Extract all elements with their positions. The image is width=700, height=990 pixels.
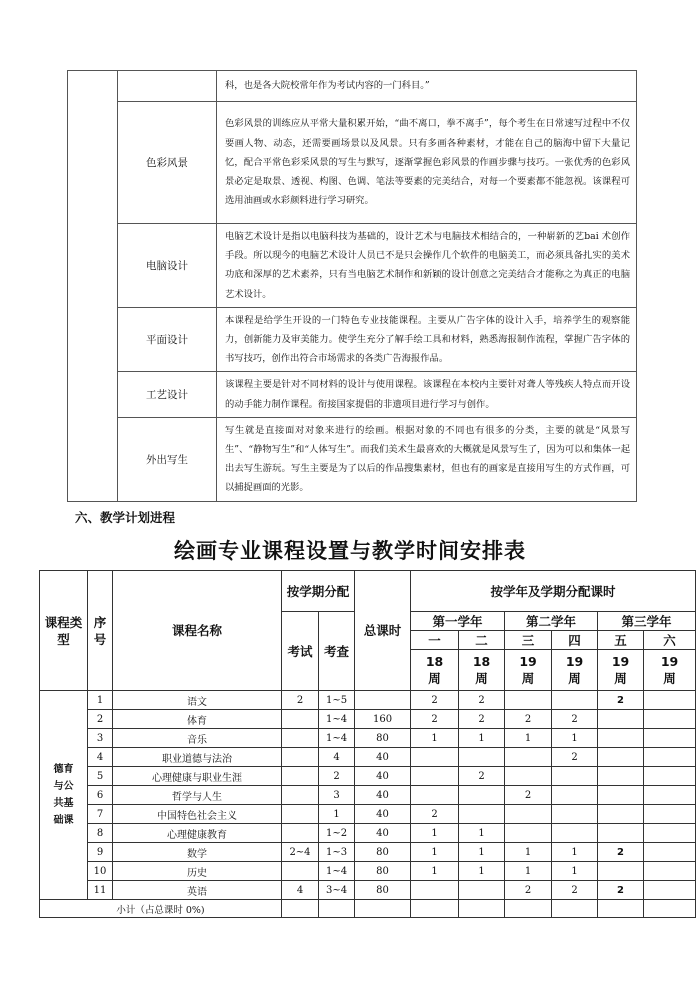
subtotal-cell (644, 900, 696, 918)
course-description-table (67, 70, 637, 502)
cell-total: 80 (355, 843, 411, 862)
cell-exam (282, 824, 319, 843)
header-year-3: 第三学年 (598, 612, 696, 631)
weeks-label: 19周 (611, 654, 630, 686)
subtotal-cell (552, 900, 598, 918)
header-year-2: 第二学年 (505, 612, 598, 631)
description-row (68, 224, 637, 308)
cell-s5 (598, 862, 644, 881)
course-name-cell: 工艺设计 (118, 372, 217, 417)
header-semester: 二 (459, 631, 505, 650)
header-year-1: 第一学年 (411, 612, 505, 631)
cell-exam (282, 805, 319, 824)
header-semester: 四 (552, 631, 598, 650)
cell-name: 数学 (113, 843, 282, 862)
cell-s5: 2 (598, 881, 644, 900)
table-row (40, 805, 696, 824)
cell-s1: 1 (411, 862, 459, 881)
cell-exam: 2 (282, 691, 319, 710)
cell-s6 (644, 691, 696, 710)
header-semester: 五 (598, 631, 644, 650)
header-semester: 三 (505, 631, 552, 650)
weeks-label: 19周 (519, 654, 537, 686)
cell-seq: 3 (88, 729, 113, 748)
cell-exam (282, 862, 319, 881)
cell-s3 (505, 805, 552, 824)
cell-seq: 1 (88, 691, 113, 710)
cell-s2: 2 (459, 767, 505, 786)
header-weeks (459, 650, 505, 691)
cell-seq: 10 (88, 862, 113, 881)
course-description-cell: 写生就是直接面对对象来进行的绘画。根据对象的不同也有很多的分类，主要的就是“风景写生”、“静物写生”和“人体写生”。而我们美术生最喜欢的大概就是风景写生了，因为可以和集体一起出去写生游玩。写生主要是为了以后的作品搜集素材，但也有的画家是直接用写生的方式作画，可以捕捉画面的光影。 (217, 417, 637, 501)
table-row (40, 767, 696, 786)
cell-exam: 2~4 (282, 843, 319, 862)
header-total-hours: 总课时 (355, 571, 411, 691)
cell-name: 心理健康教育 (113, 824, 282, 843)
table-row (40, 824, 696, 843)
header-by-year: 按学年及学期分配课时 (411, 571, 696, 612)
cell-s3 (505, 691, 552, 710)
header-weeks (505, 650, 552, 691)
cell-s5: 2 (598, 843, 644, 862)
cell-name: 心理健康与职业生涯 (113, 767, 282, 786)
cell-exam (282, 748, 319, 767)
cell-total: 40 (355, 748, 411, 767)
cell-s6 (644, 824, 696, 843)
description-row (68, 71, 637, 102)
table-row (40, 748, 696, 767)
cell-exam (282, 710, 319, 729)
header-weeks (411, 650, 459, 691)
subtotal-cell (598, 900, 644, 918)
cell-s4: 2 (552, 710, 598, 729)
cell-name: 中国特色社会主义 (113, 805, 282, 824)
description-row (68, 372, 637, 417)
table-row (40, 786, 696, 805)
cell-total: 40 (355, 786, 411, 805)
cell-seq: 4 (88, 748, 113, 767)
cell-s1: 2 (411, 710, 459, 729)
cell-check: 3~4 (319, 881, 355, 900)
cell-s2 (459, 881, 505, 900)
weeks-label: 19周 (660, 654, 679, 686)
cell-check: 1~4 (319, 862, 355, 881)
cell-s5 (598, 729, 644, 748)
cell-s6 (644, 748, 696, 767)
cell-check: 2 (319, 767, 355, 786)
course-description-cell: 色彩风景的训练应从平常大量积累开始，“曲不离口，拳不离手”，每个考生在日常速写过程中不仅要画人物、动态，还需要画场景以及风景。只有多画各种素材，才能在自己的脑海中留下大量记忆，配合平常色彩采风景的写生与默写，逐渐掌握色彩风景的作画步骤与技巧。一张优秀的色彩风景必定是取景、透视、构图、色调、笔法等要素的完美结合，对每一个要素都不能忽视。该课程可选用油画或水彩颜料进行学习研究。 (217, 102, 637, 224)
cell-s1: 1 (411, 729, 459, 748)
cell-s2: 2 (459, 691, 505, 710)
table-row (40, 881, 696, 900)
header-exam: 考试 (282, 612, 319, 691)
cell-exam (282, 786, 319, 805)
description-row (68, 307, 637, 372)
cell-s1: 1 (411, 824, 459, 843)
table-row (40, 710, 696, 729)
cell-s2 (459, 805, 505, 824)
table-row (40, 729, 696, 748)
cell-s6 (644, 786, 696, 805)
header-semester: 六 (644, 631, 696, 650)
course-name-cell: 电脑设计 (118, 224, 217, 308)
course-name-cell (118, 71, 217, 102)
cell-total: 80 (355, 729, 411, 748)
subtotal-cell (282, 900, 319, 918)
plan-title: 绘画专业课程设置与教学时间安排表 (174, 539, 526, 563)
cell-s1: 1 (411, 843, 459, 862)
cell-s6 (644, 729, 696, 748)
cell-seq: 9 (88, 843, 113, 862)
cell-total: 40 (355, 805, 411, 824)
table-row (40, 862, 696, 881)
cell-total: 80 (355, 862, 411, 881)
cell-exam (282, 729, 319, 748)
cell-s4: 1 (552, 729, 598, 748)
cell-s5 (598, 824, 644, 843)
section-heading: 六、教学计划进程 (75, 510, 176, 525)
cell-seq: 2 (88, 710, 113, 729)
header-category: 课程类型 (40, 571, 88, 691)
cell-name: 语文 (113, 691, 282, 710)
cell-s4: 1 (552, 843, 598, 862)
cell-s5 (598, 786, 644, 805)
cell-s4: 1 (552, 862, 598, 881)
cell-s1 (411, 881, 459, 900)
cell-s4 (552, 786, 598, 805)
subtotal-cell (319, 900, 355, 918)
subtotal-cell (459, 900, 505, 918)
cell-name: 音乐 (113, 729, 282, 748)
category-label: 德育与公共基础课 (53, 764, 74, 826)
cell-s2: 1 (459, 862, 505, 881)
cell-s4 (552, 691, 598, 710)
table-row (40, 691, 696, 710)
cell-s3: 1 (505, 843, 552, 862)
cell-check: 3 (319, 786, 355, 805)
cell-total: 80 (355, 881, 411, 900)
cell-seq: 6 (88, 786, 113, 805)
cell-s3: 1 (505, 862, 552, 881)
cell-s2 (459, 786, 505, 805)
cell-s3 (505, 824, 552, 843)
cell-s4 (552, 824, 598, 843)
cell-s2: 2 (459, 710, 505, 729)
header-seq: 序号 (88, 571, 113, 691)
header-by-semester: 按学期分配 (282, 571, 355, 612)
cell-s1 (411, 786, 459, 805)
cell-seq: 7 (88, 805, 113, 824)
category-label-cell (40, 691, 88, 900)
course-description-cell: 本课程是给学生开设的一门特色专业技能课程。主要从广告字体的设计入手，培养学生的观察能力，创新能力及审美能力。使学生充分了解手绘工具和材料，熟悉海报制作流程，掌握广告字体的书写技巧，创作出符合市场需求的各类广告海报作品。 (217, 307, 637, 372)
cell-check: 1 (319, 805, 355, 824)
cell-seq: 5 (88, 767, 113, 786)
cell-s5 (598, 767, 644, 786)
cell-s4: 2 (552, 748, 598, 767)
cell-s2 (459, 748, 505, 767)
cell-s2: 1 (459, 843, 505, 862)
cell-s3 (505, 748, 552, 767)
header-course-name: 课程名称 (113, 571, 282, 691)
cell-s1 (411, 767, 459, 786)
cell-s5: 2 (598, 691, 644, 710)
course-name-cell: 外出写生 (118, 417, 217, 501)
cell-s5 (598, 805, 644, 824)
cell-s4 (552, 767, 598, 786)
subtotal-label: 小计（占总课时 0%) (116, 904, 205, 916)
cell-s6 (644, 881, 696, 900)
description-row (68, 417, 637, 501)
header-semester: 一 (411, 631, 459, 650)
cell-s3: 2 (505, 710, 552, 729)
course-description-cell: 科，也是各大院校常年作为考试内容的一门科目。” (217, 71, 637, 102)
header-weeks (552, 650, 598, 691)
cell-check: 4 (319, 748, 355, 767)
cell-total: 40 (355, 824, 411, 843)
course-description-cell: 该课程主要是针对不同材料的设计与使用课程。该课程在本校内主要针对聋人等残疾人特点而开设的动手能力制作课程。衔接国家提倡的非遗项目进行学习与创作。 (217, 372, 637, 417)
subtotal-cell (505, 900, 552, 918)
cell-s4: 2 (552, 881, 598, 900)
cell-check: 1~5 (319, 691, 355, 710)
subtotal-cell (411, 900, 459, 918)
header-weeks (644, 650, 696, 691)
header-weeks (598, 650, 644, 691)
course-name-cell: 色彩风景 (118, 102, 217, 224)
cell-check: 1~3 (319, 843, 355, 862)
cell-total (355, 691, 411, 710)
subtotal-cell (355, 900, 411, 918)
cell-s6 (644, 767, 696, 786)
cell-s3 (505, 767, 552, 786)
cell-s2: 1 (459, 729, 505, 748)
category-cell (68, 71, 118, 502)
cell-exam (282, 767, 319, 786)
cell-name: 体育 (113, 710, 282, 729)
cell-total: 160 (355, 710, 411, 729)
header-check: 考查 (319, 612, 355, 691)
course-description-cell: 电脑艺术设计是指以电脑科技为基础的，设计艺术与电脑技术相结合的，一种崭新的艺bai 术创作手段。所以现今的电脑艺术设计人员已不是只会操作几个软件的电脑美工，而必须具备扎实的美术功底和深厚的艺术素养，只有当电脑艺术制作和新颖的设计创意之完美结合才能称之为真正的电脑艺术设计。 (217, 224, 637, 308)
cell-name: 历史 (113, 862, 282, 881)
cell-exam: 4 (282, 881, 319, 900)
cell-s1: 2 (411, 805, 459, 824)
cell-s3: 2 (505, 786, 552, 805)
weeks-label: 18周 (425, 654, 444, 686)
cell-seq: 8 (88, 824, 113, 843)
cell-s5 (598, 710, 644, 729)
table-row (40, 843, 696, 862)
cell-s1 (411, 748, 459, 767)
cell-name: 职业道德与法治 (113, 748, 282, 767)
cell-s4 (552, 805, 598, 824)
cell-s3: 2 (505, 881, 552, 900)
weeks-label: 18周 (472, 654, 491, 686)
cell-total: 40 (355, 767, 411, 786)
cell-check: 1~2 (319, 824, 355, 843)
cell-s1: 2 (411, 691, 459, 710)
subtotal-label-cell (40, 900, 282, 918)
cell-name: 英语 (113, 881, 282, 900)
cell-seq: 11 (88, 881, 113, 900)
cell-s5 (598, 748, 644, 767)
subtotal-row (40, 900, 696, 918)
cell-s6 (644, 862, 696, 881)
weeks-label: 19周 (565, 654, 584, 686)
cell-s6 (644, 843, 696, 862)
cell-s2: 1 (459, 824, 505, 843)
teaching-plan-table (39, 570, 696, 918)
cell-s3: 1 (505, 729, 552, 748)
cell-s6 (644, 710, 696, 729)
cell-check: 1~4 (319, 729, 355, 748)
cell-s6 (644, 805, 696, 824)
course-name-cell: 平面设计 (118, 307, 217, 372)
cell-name: 哲学与人生 (113, 786, 282, 805)
description-row (68, 102, 637, 224)
cell-check: 1~4 (319, 710, 355, 729)
